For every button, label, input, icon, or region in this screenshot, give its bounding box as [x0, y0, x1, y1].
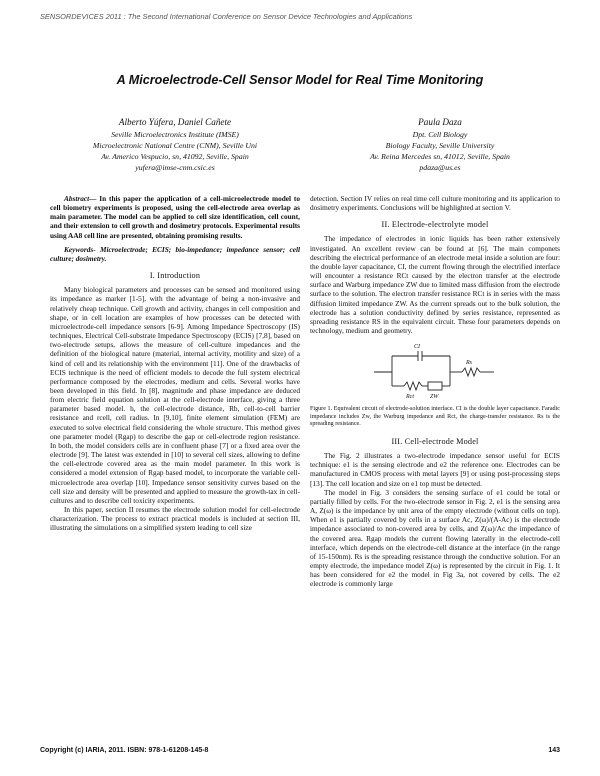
affiliation-line: Dpt. Cell Biology	[412, 130, 468, 139]
body-paragraph: detection. Section IV relies on real time cell culture monitoring and its applicarion to dosimetry experiments. Conclusions will be highlighted at section V.	[310, 194, 560, 213]
keywords	[50, 245, 300, 263]
section-heading-electrode: II. Electrode-electrolyte model	[381, 220, 489, 230]
author-names: Paula Daza	[418, 117, 462, 127]
running-header: SENSORDEVICES 2011 : The Second International Conference on Sensor Device Technologies and Applications	[40, 12, 413, 21]
charge-transfer-label: Rct	[406, 394, 414, 401]
body-paragraph: The impedance of electrodes in ionic liquids has been rather extensively investigated. An excellent review can be found at [6]. The main componets describing the electrical performance of an electrode metal inside a solution are four: the double layer capacitance, CI, the current flowing through the electrified interface will encounter a resistance RCt caused by the electron transfer at the electrode surface and Warburg impedance ZW due to limited mass diffusion from the electrode surface to the solution. The electron transfer resistance RCt is in series with the mass diffusion limited impedance ZW. As the current spreads out to the bulk solution, the electrode has a solution conductivity defined by series resistance, represented as spreading resistance RS in the equivalent circuit. These four parameters depends on technology, medium and geometry.	[310, 234, 560, 336]
paper-title: A Microelectrode-Cell Sensor Model for Real Time Monitoring	[116, 73, 484, 87]
body-paragraph: The model in Fig. 3 considers the sensing surface of e1 could be total or partially filled by cells. For the two-electrode sensor in Fig. 2, e1 is the sensing area A, Z(ω) is the impedance by unit area of the empty electrode (without cells on top). When e1 is partially covered by cells in a surface Ac, Z(ω)/(A-Ac) is the electrode impedance associated to non-covered area by cells, and Z(ω)/Ac the impedance of the covered area. Rgap models the current flowing laterally in the electrode-cell interface, which depends on the electrode-cell distance at the interface (in the range of 15-150nm). Rs is the spreading resistance through the conductive solution. For an empty electrode, the impedance model Z(ω) is represented by the circuit in Fig. 1. It has been considered for e2 the model in Fig 3a, not covered by cells. The e2 electrode is commonly large	[310, 487, 560, 589]
body-paragraph: In this paper, section II resumes the electrode solution model for cell-electrode characterization. The process to extract practical models is included at section III, illustrating the simulations on a simplified system leading to cell size	[50, 505, 300, 533]
page-footer	[40, 747, 560, 759]
affiliation-line: Av. Americo Vespucio, sn, 41092, Seville, Spain	[101, 152, 249, 161]
author-names: Alberto Yúfera, Daniel Cañete	[118, 117, 232, 127]
warburg-label: ZW	[430, 394, 439, 401]
section-heading-introduction: I. Introduction	[149, 271, 201, 281]
author-email: pdaza@us.es	[419, 163, 461, 172]
keywords-label: Keywords-	[64, 244, 96, 254]
left-column	[50, 194, 300, 532]
abstract-label: Abstract	[64, 194, 90, 203]
page-number: 143	[548, 747, 560, 754]
spreading-resistance-label: Rs	[466, 360, 472, 367]
affiliation-line: Biology Faculty, Seville University	[385, 141, 495, 150]
author-block-right	[315, 116, 565, 173]
equivalent-circuit-diagram	[370, 338, 500, 402]
figure-caption: Figure 1. Equivalent circuit of electrode-solution interface. CI is the double layer capacitance. Faradic impedance includes Zw, the Warburg impedance and Rct, the charge-transfer resistance. Rs is the spreading resistance.	[310, 406, 560, 428]
right-column	[310, 194, 560, 588]
capacitance-label: CI	[414, 344, 420, 351]
body-paragraph: The Fig. 2 illustrates a two-electrode impedance sensor useful for ECIS technique: e1 is the sensing electrode and e2 the reference one. Electrodes can be manufactured in CMOS process with metal layers [9] or using post-processing steps [13]. The cell location and size on e1 top must be detected.	[310, 451, 560, 488]
author-email: yufera@imse-cnm.csic.es	[135, 163, 215, 172]
abstract	[50, 194, 300, 240]
affiliation-line: Seville Microelectronics Institute (IMSE)	[111, 130, 239, 139]
figure-1-circuit	[310, 338, 560, 402]
affiliation-line: Microelectronic National Centre (CNM), Seville Uni	[92, 141, 258, 150]
author-block-left	[40, 116, 310, 173]
keywords-text: Microelectrode; ECIS; bio-impedance; impedance sensor; cell culture; dosimetry.	[50, 244, 300, 263]
section-heading-cell-electrode: III. Cell-electrode Model	[391, 436, 479, 446]
body-paragraph: Many biological parameters and processes can be sensed and monitored using its impedance as marker [1-5], with the advantage of being a non-invasive and relatively cheap technique. Cell growth and activity, changes in cell composition and shape, or in cell location are examples of how processes can be detected with microelectrode-cell impedance sensors [6-9]. Among Impedance Spectroscopy (IS) techniques, Electrical Cell-substrate Impedance Spectroscopy (ECIS) [7,8], based on two-electrode setups, allows the measure of cell-culture impedances and the definition of the biological nature (material, internal activity, motility and size) of a kind of cell and its relationship with the environment [11]. One of the drawbacks of ECIS technique is the need of efficient models to decode the full system electrical performance composed by the electrodes, medium and cells. Several works have been developed in this field. In [8], magnitude and phase impedance are deduced from electric field equation solution at the cell-electrode interface, giving a three parameter based model. h, the cell-electrode distance, Rb, cell-to-cell barrier resistance and rcell, cell radius. In [9,10], finite element simulation (FEM) are executed to solve electrical field considering the whole structure. This method gives one parameter model (Rgap) to describe the gap or cell-electrode region resistance. In both, the model considers cells are in confluent phase [7] or a fixed area over the electrode [9]. The latest was extended in [10] to several cell sizes, allowing to define the cell-electrode covered area as the main model parameter. In this work is considered a model extension of Rgap based model, to incorporate the variable cell-microelectrode area overlap [10]. Impedance sensor sensitivity curves based on the cell size and density will be presented and applied to measure the growth-tax in cell-cultures and to describe cell toxicity experiments.	[50, 285, 300, 505]
affiliation-line: Av. Reina Mercedes sn, 41012, Seville, Spain	[370, 152, 510, 161]
abstract-text: — In this paper the application of a cell-microelectrode model to cell biometry experiments is proposed, using the cell-electrode area overlap as main parameter. The model can be applied to cell size identification, cell count, and their extension to cell growth and dosimetry protocols. Experimental results using AA8 cell line are presented, obtaining promising results.	[50, 194, 300, 240]
copyright-isbn: Copyright (c) IARIA, 2011. ISBN: 978-1-61208-145-8	[40, 747, 209, 754]
